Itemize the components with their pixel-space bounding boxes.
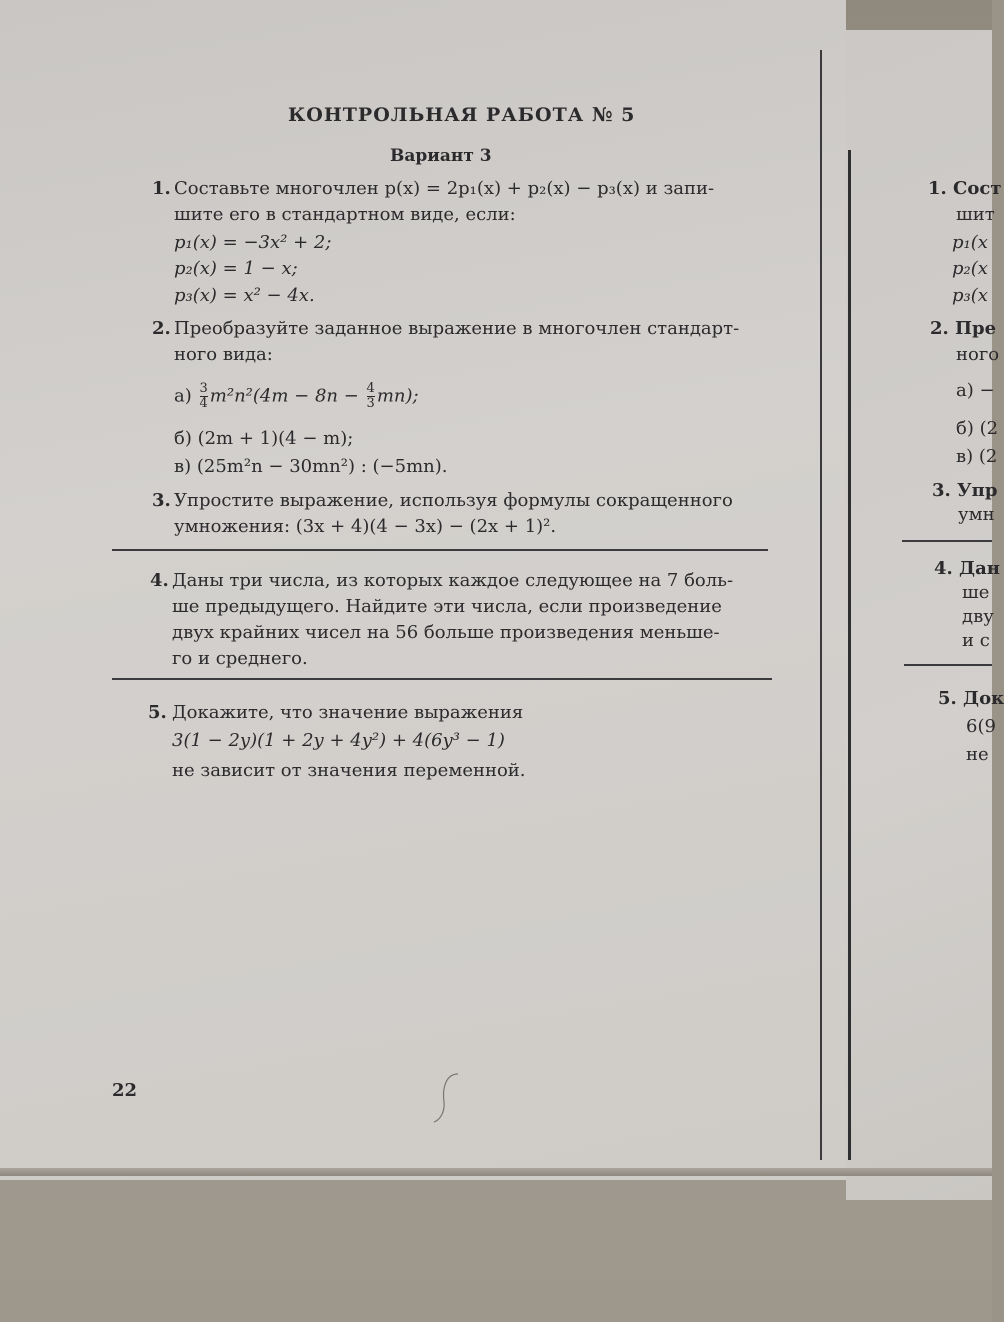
task-1-line-2: шите его в стандартном виде, если:	[174, 204, 516, 225]
right-line-3: p₁(x	[952, 232, 988, 253]
right-line-12: умн	[958, 504, 995, 525]
variant-label: Вариант 3	[390, 146, 492, 166]
right-line-13: 4. Дан	[934, 558, 1000, 579]
task-4-line-1: Даны три числа, из которых каждое следующее на 7 боль-	[172, 570, 734, 591]
task-4-line-4: го и среднего.	[172, 648, 308, 669]
task-4-line-3: двух крайних чисел на 56 больше произведения меньше-	[172, 622, 720, 643]
task-2-line-1: Преобразуйте заданное выражение в многочлен стандарт-	[174, 318, 740, 339]
separator-line-1	[112, 549, 768, 551]
right-line-16: и с	[962, 630, 990, 651]
right-line-11: 3. Упр	[932, 480, 998, 501]
task-2-number: 2.	[152, 318, 171, 339]
task-1-line-1: Составьте многочлен p(x) = 2p₁(x) + p₂(x) − p₃(x) и запи-	[174, 178, 715, 199]
page-number: 22	[112, 1080, 138, 1101]
task-2-item-a	[174, 382, 419, 411]
right-line-4: p₂(x	[952, 258, 988, 279]
fraction-4-3: $\frac{4}{3}$	[366, 381, 375, 411]
task-2-item-c: в) (25m²n − 30mn²) : (−5mn).	[174, 456, 448, 477]
task-3-number: 3.	[152, 490, 171, 511]
right-line-9: б) (2	[956, 418, 999, 439]
right-line-14: ше	[962, 582, 990, 603]
right-line-2: шит	[956, 204, 995, 225]
right-separator-2	[904, 664, 992, 666]
task-1-p1: p₁(x) = −3x² + 2;	[174, 232, 332, 253]
task-1-p2: p₂(x) = 1 − x;	[174, 258, 298, 279]
right-line-8: а) −	[956, 380, 995, 401]
task-2-line-2: ного вида:	[174, 344, 273, 365]
page-bottom-edge	[0, 1168, 992, 1176]
right-line-1: 1. Сост	[928, 178, 1002, 199]
task-5-expression: 3(1 − 2y)(1 + 2y + 4y²) + 4(6y³ − 1)	[172, 730, 505, 751]
task-2-item-b: б) (2m + 1)(4 − m);	[174, 428, 354, 449]
task-1-number: 1.	[152, 178, 171, 199]
right-line-7: ного	[956, 344, 1000, 365]
task-4-line-2: ше предыдущего. Найдите эти числа, если произведение	[172, 596, 722, 617]
page-edge-line	[848, 150, 851, 1160]
page-fold-line	[820, 50, 822, 1160]
separator-line-2	[112, 678, 772, 680]
task-3-line-2: умножения: (3x + 4)(4 − 3x) − (2x + 1)².	[174, 516, 557, 537]
task-5-line-1: Докажите, что значение выражения	[172, 702, 524, 723]
fraction-3-4: $\frac{3}{4}$	[199, 381, 208, 411]
right-line-10: в) (2	[956, 446, 998, 467]
task-4-number: 4.	[150, 570, 169, 591]
right-line-18: 6(9	[966, 716, 996, 737]
task-5-line-3: не зависит от значения переменной.	[172, 760, 526, 781]
pencil-mark-icon	[428, 1068, 468, 1128]
right-line-19: не	[966, 744, 989, 765]
right-line-5: p₃(x	[952, 285, 988, 306]
task-2-a-prefix: а)	[174, 385, 192, 407]
right-line-17: 5. Док	[938, 688, 1004, 709]
task-5-number: 5.	[148, 702, 167, 723]
task-1-p3: p₃(x) = x² − 4x.	[174, 285, 315, 306]
right-separator-1	[902, 540, 992, 542]
right-line-15: дву	[962, 606, 994, 627]
right-line-6: 2. Пре	[930, 318, 997, 339]
page-title: КОНТРОЛЬНАЯ РАБОТА № 5	[288, 104, 636, 126]
task-3-line-1: Упростите выражение, используя формулы сокращенного	[174, 490, 733, 511]
task-2-a-mid: m²n²(4m − 8n −	[209, 385, 359, 407]
task-2-a-end: mn);	[376, 385, 419, 407]
